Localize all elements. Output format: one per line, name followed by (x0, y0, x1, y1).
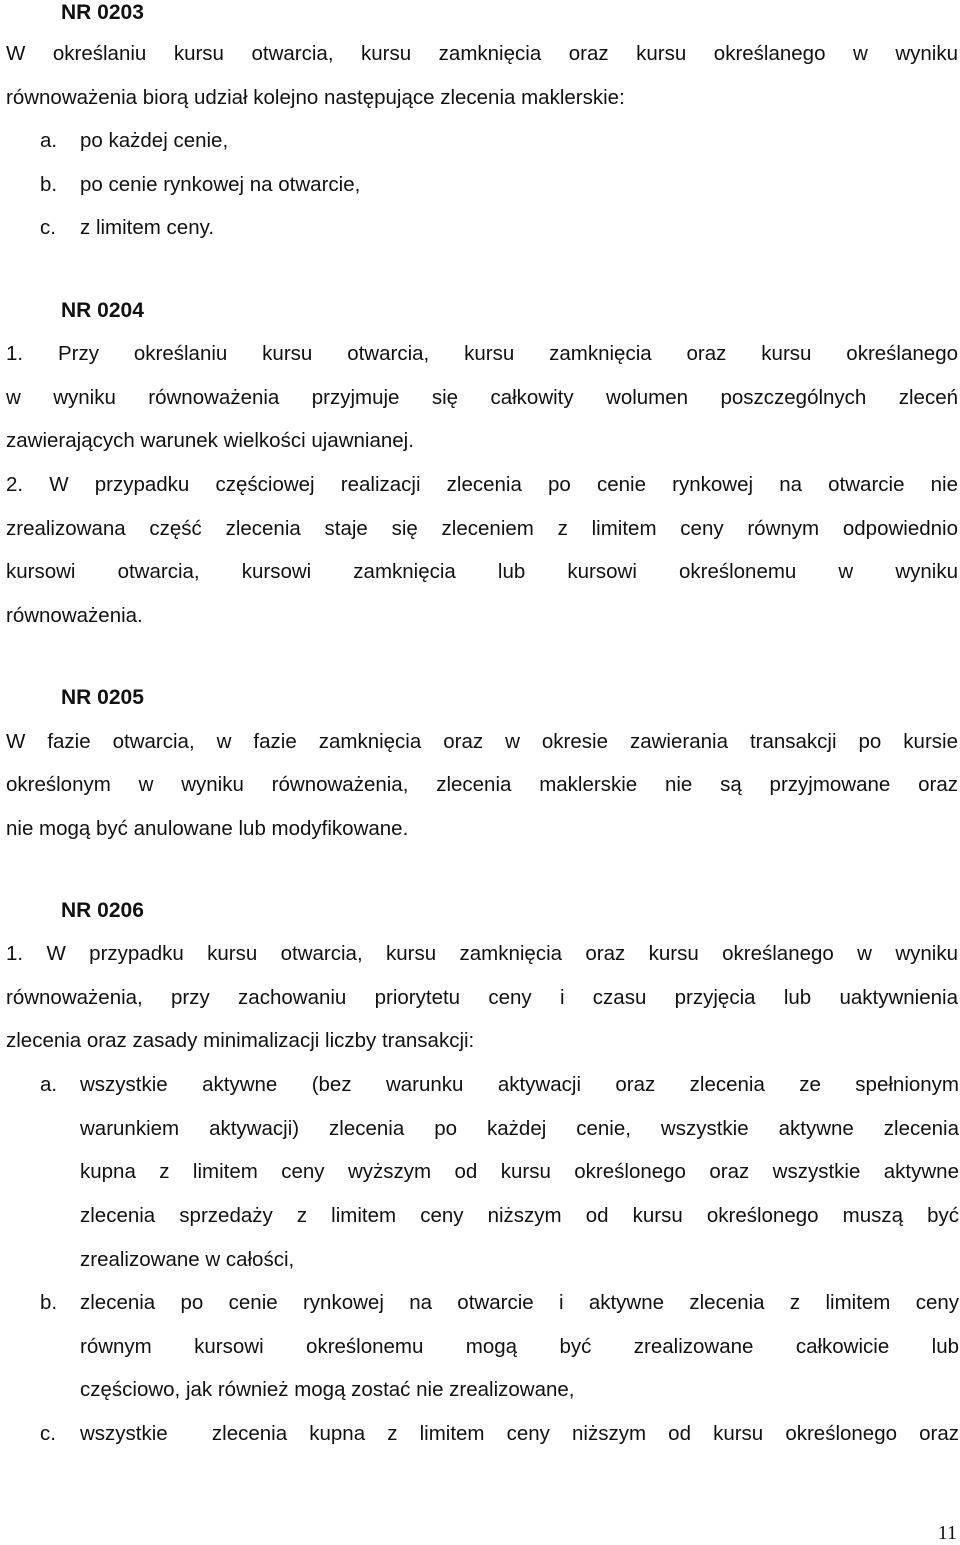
page-number: 11 (937, 1522, 957, 1544)
list-item-text: częściowo, jak również mogą zostać nie zrealizowane, (80, 1378, 575, 1401)
section-title-0203: NR 0203 (61, 1, 144, 24)
text-line: nie mogą być anulowane lub modyfikowane. (6, 817, 409, 840)
list-item-text: zlecenia po cenie rynkowej na otwarcie i aktywne zlecenia z limitem ceny (80, 1291, 959, 1314)
list-item-text: po cenie rynkowej na otwarcie, (80, 173, 361, 196)
list-item-letter: a. (40, 1073, 58, 1096)
list-item-text: wszystkie zlecenia kupna z limitem ceny niższym od kursu określonego oraz (80, 1422, 959, 1445)
text-line: równoważenia, przy zachowaniu priorytetu ceny i czasu przyjęcia lub uaktywnienia (6, 986, 958, 1009)
list-item-letter: c. (40, 216, 56, 239)
section-title-0206: NR 0206 (61, 899, 144, 922)
text-line: równoważenia. (6, 604, 143, 627)
text-line: 1. W przypadku kursu otwarcia, kursu zamknięcia oraz kursu określanego w wyniku (6, 942, 958, 965)
list-item-letter: c. (40, 1422, 56, 1445)
list-item-letter: b. (40, 1291, 58, 1314)
list-item-letter: b. (40, 173, 58, 196)
list-item-text: wszystkie aktywne (bez warunku aktywacji oraz zlecenia ze spełnionym (80, 1073, 959, 1096)
text-line: W określaniu kursu otwarcia, kursu zamknięcia oraz kursu określanego w wyniku (6, 42, 958, 65)
text-line: 2. W przypadku częściowej realizacji zlecenia po cenie rynkowej na otwarcie nie (6, 473, 958, 496)
section-title-0205: NR 0205 (61, 686, 144, 709)
list-item-text: równym kursowi określonemu mogą być zrealizowane całkowicie lub (80, 1335, 959, 1358)
text-line: w wyniku równoważenia przyjmuje się całkowity wolumen poszczególnych zleceń (6, 386, 958, 409)
text-line: W fazie otwarcia, w fazie zamknięcia oraz w okresie zawierania transakcji po kursie (6, 730, 958, 753)
text-line: kursowi otwarcia, kursowi zamknięcia lub kursowi określonemu w wyniku (6, 560, 958, 583)
list-item-text: zrealizowane w całości, (80, 1248, 295, 1271)
text-line: zawierających warunek wielkości ujawnianej. (6, 429, 414, 452)
list-item-text: zlecenia sprzedaży z limitem ceny niższym od kursu określonego muszą być (80, 1204, 959, 1227)
text-line: równoważenia biorą udział kolejno następujące zlecenia maklerskie: (6, 86, 625, 109)
list-item-text: kupna z limitem ceny wyższym od kursu określonego oraz wszystkie aktywne (80, 1160, 959, 1183)
list-item-text: warunkiem aktywacji) zlecenia po każdej cenie, wszystkie aktywne zlecenia (80, 1117, 959, 1140)
list-item-letter: a. (40, 129, 58, 152)
text-line: określonym w wyniku równoważenia, zlecenia maklerskie nie są przyjmowane oraz (6, 773, 958, 796)
list-item-text: z limitem ceny. (80, 216, 215, 239)
text-line: zlecenia oraz zasady minimalizacji liczby transakcji: (6, 1029, 475, 1052)
text-line: zrealizowana część zlecenia staje się zleceniem z limitem ceny równym odpowiednio (6, 517, 958, 540)
text-line: 1. Przy określaniu kursu otwarcia, kursu zamknięcia oraz kursu określanego (6, 342, 958, 365)
list-item-text: po każdej cenie, (80, 129, 229, 152)
section-title-0204: NR 0204 (61, 299, 144, 322)
